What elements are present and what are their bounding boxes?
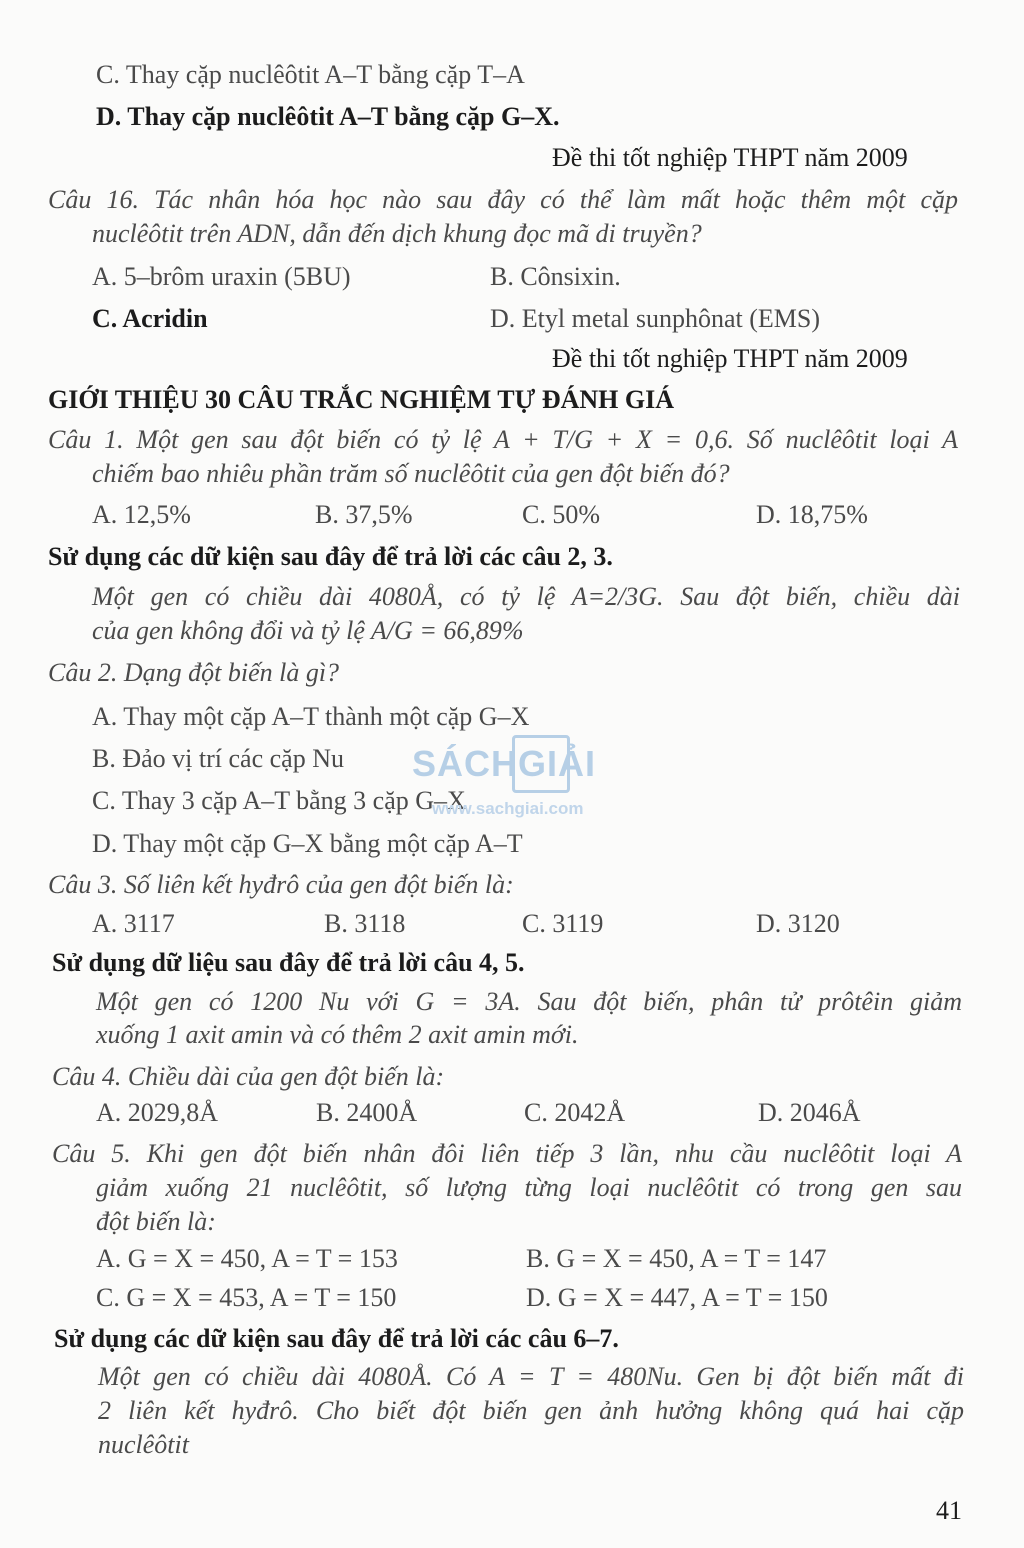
page-number: 41 — [936, 1496, 962, 1525]
option-c-q4: C. 2042Å — [524, 1098, 626, 1127]
option-c-q1: C. 50% — [522, 500, 600, 529]
option-b-q3: B. 3118 — [324, 909, 406, 938]
question-5: Câu 5. Khi gen đột biến nhân đôi liên tiếp 3 lần, nhu cầu nuclêôtit loại A — [52, 1139, 962, 1168]
option-b-q4: B. 2400Å — [316, 1098, 418, 1127]
question-16: Câu 16. Tác nhân hóa học nào sau đây có thể làm mất hoặc thêm một cặp — [48, 185, 958, 214]
question-16-cont: nuclêôtit trên ADN, dẫn đến dịch khung đọc mã di truyền? — [92, 219, 702, 248]
watermark-brand: SÁCHGIẢI — [412, 743, 597, 784]
option-a-q3: A. 3117 — [92, 909, 175, 938]
option-a-q4: A. 2029,8Å — [96, 1098, 219, 1127]
instruction-q6-q7: Sử dụng các dữ kiện sau đây để trả lời các câu 6–7. — [54, 1324, 619, 1353]
question-5-cont-2: đột biến là: — [96, 1207, 216, 1236]
question-1-cont: chiếm bao nhiêu phần trăm số nuclêôtit của gen đột biến đó? — [92, 459, 730, 488]
option-b-q16: B. Cônsixin. — [490, 262, 621, 291]
premise-q6-q7: Một gen có chiều dài 4080Å. Có A = T = 480Nu. Gen bị đột biến mất đi — [98, 1362, 964, 1391]
option-c-q3: C. 3119 — [522, 909, 604, 938]
option-d-q4: D. 2046Å — [758, 1098, 861, 1127]
premise-q4-q5-cont: xuống 1 axit amin và có thêm 2 axit amin mới. — [96, 1020, 579, 1049]
premise-q2-q3: Một gen có chiều dài 4080Å, có tỷ lệ A=2/3G. Sau đột biến, chiều dài — [92, 582, 960, 611]
option-c-q2: C. Thay 3 cặp A–T bằng 3 cặp G–X — [92, 786, 466, 815]
instruction-q2-q3: Sử dụng các dữ kiện sau đây để trả lời các câu 2, 3. — [48, 542, 613, 571]
section-heading: GIỚI THIỆU 30 CÂU TRẮC NGHIỆM TỰ ĐÁNH GIÁ — [48, 385, 675, 414]
source-note: Đề thi tốt nghiệp THPT năm 2009 — [552, 344, 908, 373]
question-2: Câu 2. Dạng đột biến là gì? — [48, 658, 340, 687]
option-a-q1: A. 12,5% — [92, 500, 191, 529]
option-d-q3: D. 3120 — [756, 909, 840, 938]
option-a-q16: A. 5–brôm uraxin (5BU) — [92, 262, 351, 291]
question-4: Câu 4. Chiều dài của gen đột biến là: — [52, 1062, 445, 1091]
premise-q2-q3-cont: của gen không đổi và tỷ lệ A/G = 66,89% — [92, 616, 524, 645]
premise-q4-q5: Một gen có 1200 Nu với G = 3A. Sau đột biến, phân tử prôtêin giảm — [96, 987, 962, 1016]
source-note: Đề thi tốt nghiệp THPT năm 2009 — [552, 143, 908, 172]
question-1: Câu 1. Một gen sau đột biến có tỷ lệ A + T/G + X = 0,6. Số nuclêôtit loại A — [48, 425, 958, 454]
option-d-q15: D. Thay cặp nuclêôtit A–T bằng cặp G–X. — [96, 102, 560, 131]
option-b-q2: B. Đảo vị trí các cặp Nu — [92, 744, 344, 773]
option-b-q5: B. G = X = 450, A = T = 147 — [526, 1244, 827, 1273]
option-b-q1: B. 37,5% — [315, 500, 413, 529]
option-d-q16: D. Etyl metal sunphônat (EMS) — [490, 304, 821, 333]
option-d-q1: D. 18,75% — [756, 500, 868, 529]
option-c-q16: C. Acridin — [92, 304, 208, 333]
option-d-q5: D. G = X = 447, A = T = 150 — [526, 1283, 828, 1312]
watermark-logo — [412, 735, 622, 825]
option-d-q2: D. Thay một cặp G–X bằng một cặp A–T — [92, 829, 523, 858]
option-a-q5: A. G = X = 450, A = T = 153 — [96, 1244, 398, 1273]
option-a-q2: A. Thay một cặp A–T thành một cặp G–X — [92, 702, 530, 731]
instruction-q4-q5: Sử dụng dữ liệu sau đây để trả lời câu 4, 5. — [52, 948, 525, 977]
option-c-q5: C. G = X = 453, A = T = 150 — [96, 1283, 397, 1312]
question-3: Câu 3. Số liên kết hyđrô của gen đột biến là: — [48, 870, 514, 899]
watermark-url: www.sachgiai.com — [432, 799, 584, 818]
premise-q6-q7-cont-2: nuclêôtit — [98, 1430, 189, 1459]
question-5-cont: giảm xuống 21 nuclêôtit, số lượng từng loại nuclêôtit có trong gen sau — [96, 1173, 962, 1202]
premise-q6-q7-cont: 2 liên kết hyđrô. Cho biết đột biến gen ảnh hưởng không quá hai cặp — [98, 1396, 964, 1425]
option-c-q15: C. Thay cặp nuclêôtit A–T bằng cặp T–A — [96, 60, 525, 89]
